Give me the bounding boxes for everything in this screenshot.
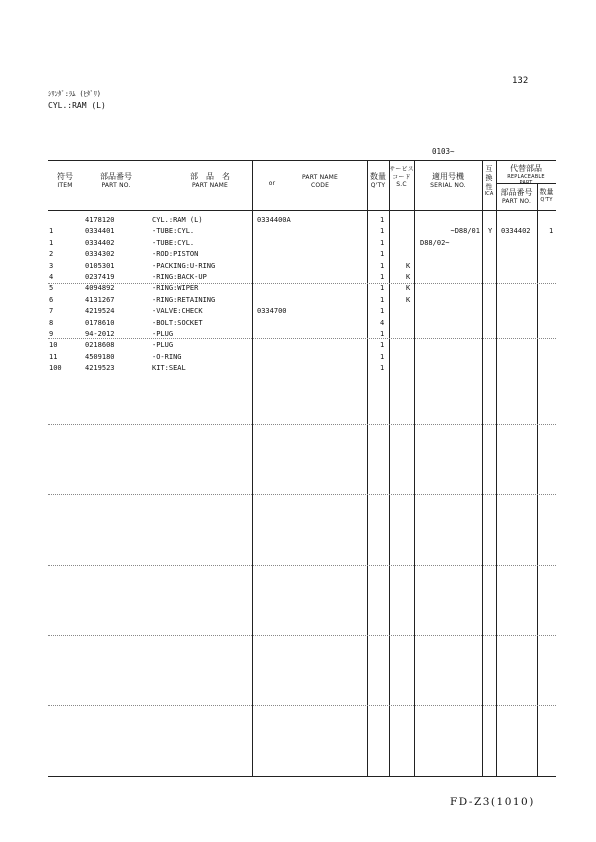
service-code: K [406, 284, 411, 293]
header-part-no: 部品番号 PART NO. [100, 172, 132, 189]
serial-number: ~D88/01 [450, 227, 480, 236]
table-row [0, 295, 596, 306]
part-number: 0334402 [85, 238, 115, 247]
item-number: 6 [49, 295, 54, 304]
quantity: 1 [380, 273, 385, 281]
service-code: K [406, 261, 411, 270]
quantity: 1 [380, 341, 385, 350]
table-row [0, 329, 596, 340]
group-divider [48, 494, 556, 495]
part-name: KIT:SEAL [152, 364, 186, 373]
part-number: 94-2012 [85, 330, 115, 338]
header-repl-qty: 数量 Q'TY [539, 188, 554, 203]
item-number: 100 [49, 364, 62, 373]
quantity: 1 [380, 284, 385, 293]
item-number: 7 [49, 307, 54, 316]
part-name: -RING:BACK-UP [152, 273, 207, 281]
part-name-code: 0334700 [257, 307, 287, 316]
title-japanese: ｼﾘﾝﾀﾞ:ﾗﾑ (ﾋﾀﾞﾘ) [48, 90, 101, 98]
part-name: -PACKING:U-RING [152, 261, 216, 270]
part-name: -PLUG [152, 330, 174, 338]
part-name-code: 0334400A [257, 216, 291, 224]
part-name: -VALVE:CHECK [152, 307, 203, 316]
part-number: 0105301 [85, 261, 115, 270]
title-english: CYL.:RAM (L) [48, 101, 106, 110]
table-bottom-rule [48, 776, 556, 777]
quantity: 1 [380, 250, 385, 259]
replaceable-part-number: 0334402 [501, 227, 531, 236]
table-row [0, 215, 596, 226]
part-number: 0334401 [85, 227, 115, 236]
table-row [0, 306, 596, 317]
header-part-name: 部 品 名 PART NAME [190, 172, 230, 189]
header-item: 符号 ITEM [57, 172, 73, 189]
header-qty: 数量 Q'TY [370, 172, 386, 189]
quantity: 1 [380, 216, 385, 224]
header-code: PART NAME CODE [301, 174, 338, 189]
part-name: -ROD:PISTON [152, 250, 199, 259]
part-number: 4094892 [85, 284, 115, 293]
header-serial: 適用号機 SERIAL NO. [430, 172, 466, 189]
part-name: -RING:WIPER [152, 284, 199, 293]
part-number: 0178610 [85, 318, 115, 327]
part-number: 0218608 [85, 341, 115, 350]
item-number: 3 [49, 261, 54, 270]
part-name: -TUBE:CYL. [152, 227, 195, 236]
page-footer-code: FD-Z3(1010) [450, 796, 535, 808]
quantity: 4 [380, 318, 385, 327]
quantity: 1 [380, 352, 385, 361]
header-service-code: サービス コード S.C [389, 166, 414, 188]
part-name: -PLUG [152, 341, 174, 350]
service-code: K [406, 295, 411, 304]
header-replaceable: 代替部品 REPLACEABLE PART [507, 164, 545, 187]
quantity: 1 [380, 307, 385, 316]
item-number: 4 [49, 273, 54, 281]
item-number: 10 [49, 341, 58, 350]
part-number: 4509180 [85, 352, 115, 361]
part-name: CYL.:RAM (L) [152, 216, 203, 224]
quantity: 1 [380, 261, 385, 270]
quantity: 1 [380, 364, 385, 373]
header-ica: 互換性 ICA [484, 165, 494, 198]
part-number: 4178120 [85, 216, 115, 224]
part-name: -TUBE:CYL. [152, 238, 195, 247]
item-number: 8 [49, 318, 54, 327]
table-row [0, 249, 596, 260]
table-row [0, 363, 596, 374]
part-number: 4219523 [85, 364, 115, 373]
header-repl-part-no: 部品番号 PART NO. [500, 188, 533, 205]
group-divider [48, 635, 556, 636]
serial-number: D88/02~ [420, 238, 450, 247]
quantity: 1 [380, 227, 385, 236]
service-code: K [406, 273, 411, 281]
interchangeability: Y [488, 227, 493, 236]
group-divider [48, 565, 556, 566]
table-row [0, 283, 596, 294]
part-number: 0237419 [85, 273, 115, 281]
item-number: 9 [49, 330, 54, 338]
table-row [0, 238, 596, 249]
part-name: -BOLT:SOCKET [152, 318, 203, 327]
item-number: 5 [49, 284, 54, 293]
quantity: 1 [380, 238, 385, 247]
item-number: 11 [49, 352, 58, 361]
part-name: -RING:RETAINING [152, 295, 216, 304]
group-divider [48, 705, 556, 706]
part-number: 4219524 [85, 307, 115, 316]
page-number: 132 [512, 76, 529, 86]
table-row [0, 340, 596, 351]
item-number: 2 [49, 250, 54, 259]
table-row [0, 226, 596, 237]
header-or: or [268, 180, 276, 187]
table-row [0, 272, 596, 283]
quantity: 1 [380, 295, 385, 304]
item-number: 1 [49, 238, 54, 247]
item-number: 1 [49, 227, 54, 236]
quantity: 1 [380, 330, 385, 338]
table-row [0, 318, 596, 329]
part-number: 4131267 [85, 295, 115, 304]
replaceable-quantity: 1 [549, 227, 554, 236]
table-row [0, 261, 596, 272]
serial-range: 0103~ [432, 147, 455, 156]
part-name: -O-RING [152, 352, 182, 361]
table-top-rule [48, 160, 556, 161]
header-bottom-rule [48, 210, 556, 211]
part-number: 0334302 [85, 250, 115, 259]
group-divider [48, 424, 556, 425]
table-row [0, 352, 596, 363]
